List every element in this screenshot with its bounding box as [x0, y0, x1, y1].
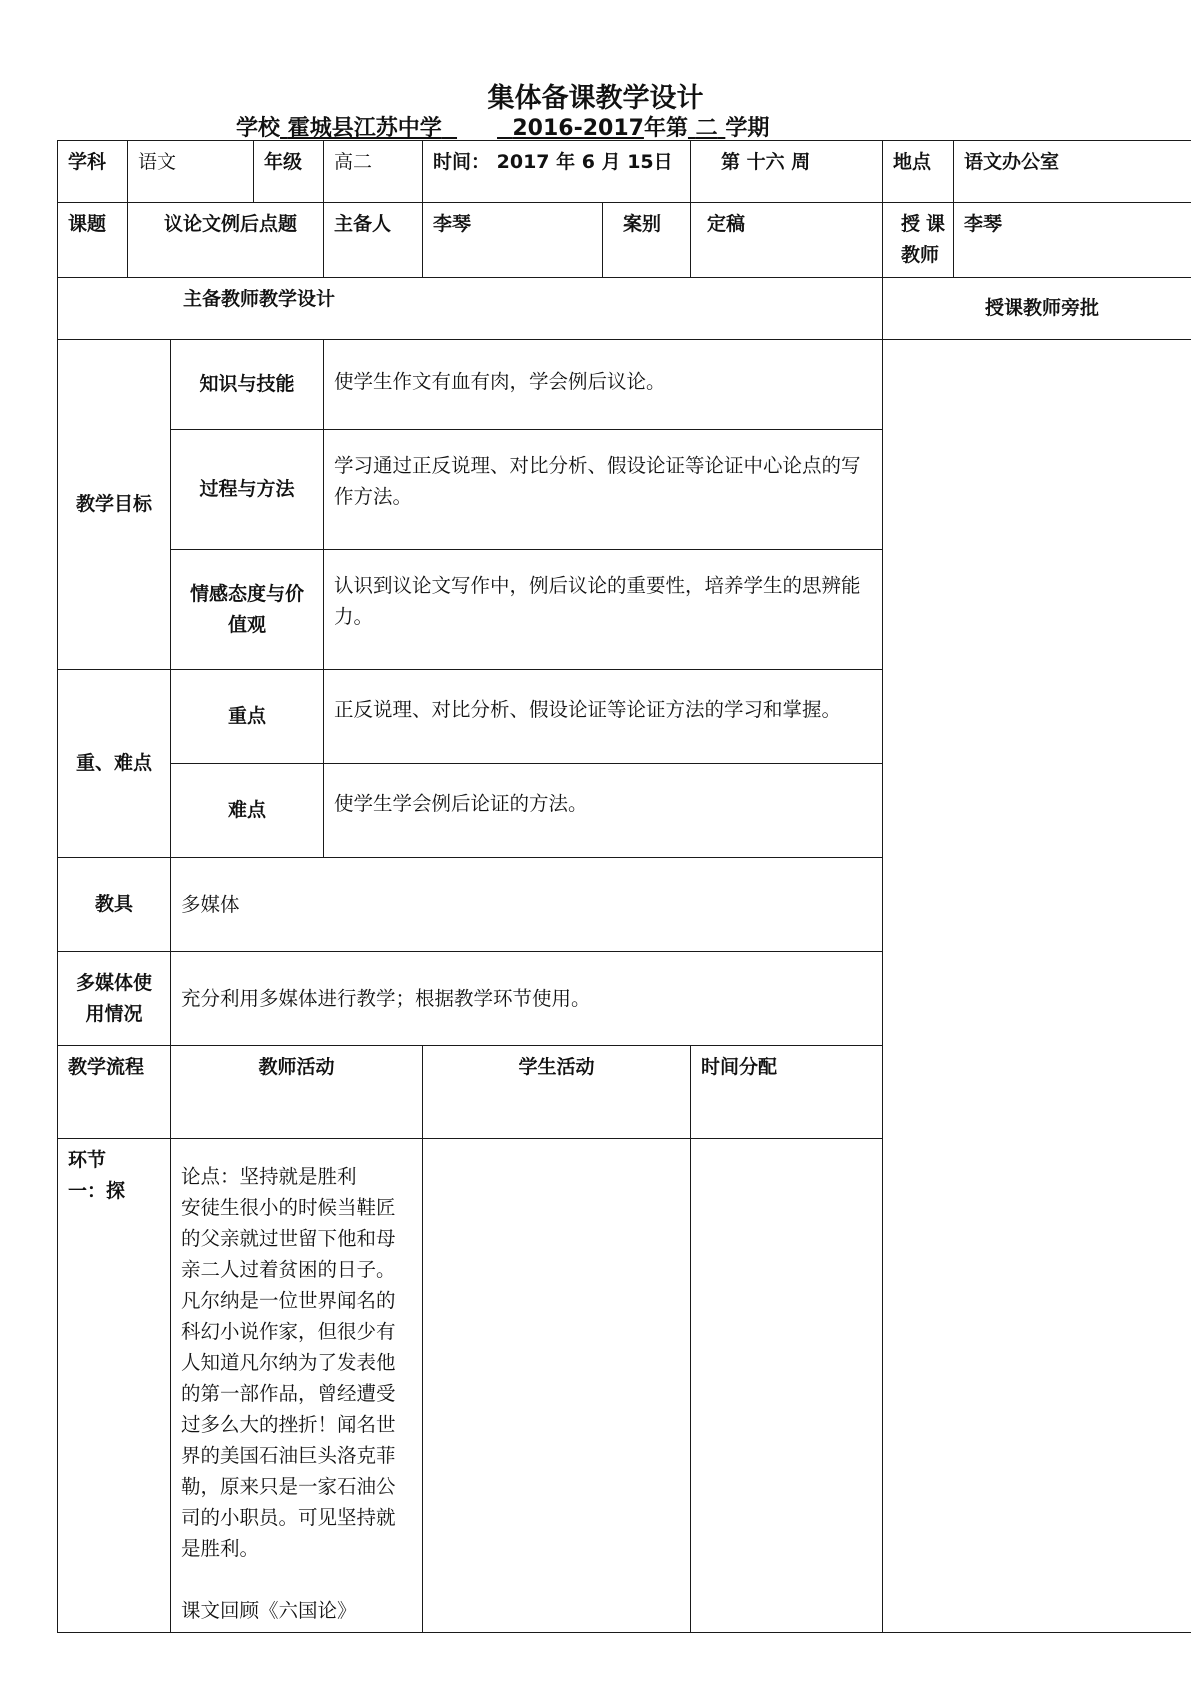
multimedia-label: 多媒体使用情况 — [58, 952, 171, 1046]
tools-value: 多媒体 — [171, 858, 883, 952]
subject-label: 学科 — [58, 141, 128, 203]
document-subtitle — [236, 111, 769, 142]
term-suffix: 学期 — [725, 116, 770, 141]
step-one-time-allocation — [691, 1139, 883, 1633]
design-notes-label: 授课教师旁批 — [883, 278, 1191, 340]
case-value: 定稿 — [691, 203, 883, 278]
header-row — [58, 141, 1191, 203]
grade-value: 高二 — [324, 141, 423, 203]
objective-label: 知识与技能 — [171, 340, 324, 430]
school-year: 2016-2017 — [512, 116, 644, 141]
objective-row-knowledge — [58, 340, 1191, 430]
teacher-notes-column — [883, 340, 1191, 1633]
key-point-label: 重点 — [171, 670, 324, 764]
teacher-activity-label: 教师活动 — [171, 1046, 423, 1139]
difficult-point-text: 使学生学会例后论证的方法。 — [324, 764, 883, 858]
topic-value: 议论文例后点题 — [128, 203, 324, 278]
preparer-label: 主备人 — [324, 203, 423, 278]
term-number: 二 — [695, 116, 718, 141]
design-main-label: 主备教师教学设计 — [58, 278, 883, 340]
objective-text: 学习通过正反说理、对比分析、假设论证等论证中心论点的写作方法。 — [324, 430, 883, 550]
lesson-plan-table — [57, 140, 1191, 1633]
time-allocation-label: 时间分配 — [691, 1046, 883, 1139]
student-activity-label: 学生活动 — [423, 1046, 691, 1139]
multimedia-value: 充分利用多媒体进行教学；根据教学环节使用。 — [171, 952, 883, 1046]
topic-label: 课题 — [58, 203, 128, 278]
year-suffix: 年第 — [643, 116, 688, 141]
objective-label: 情感态度与价值观 — [171, 550, 324, 670]
case-label: 案别 — [603, 203, 691, 278]
step-one-teacher-activity: 论点：坚持就是胜利 安徒生很小的时候当鞋匠的父亲就过世留下他和母亲二人过着贫困的日子。凡尔纳是一位世界闻名的科幻小说作家，但很少有人知道凡尔纳为了发表他的第一部作品，曾经遭受过多么大的挫折！闻名世界的美国石油巨头洛克菲勒，原来只是一家石油公司的小职员。可见坚持就是胜利。 课文回顾《六国论》 — [171, 1139, 423, 1633]
grade-label: 年级 — [254, 141, 324, 203]
objective-label: 过程与方法 — [171, 430, 324, 550]
flow-label: 教学流程 — [58, 1046, 171, 1139]
objectives-section-label: 教学目标 — [58, 340, 171, 670]
teacher-label: 授课教师 — [883, 203, 954, 278]
step-one-label: 环节一：探 — [58, 1139, 171, 1633]
subject-value: 语文 — [128, 141, 254, 203]
key-point-text: 正反说理、对比分析、假设论证等论证方法的学习和掌握。 — [324, 670, 883, 764]
design-header-row — [58, 278, 1191, 340]
place-value: 语文办公室 — [954, 141, 1191, 203]
school-label: 学校 — [236, 116, 281, 141]
week-text: 第 十六 周 — [691, 141, 883, 203]
objective-text: 使学生作文有血有肉，学会例后议论。 — [324, 340, 883, 430]
preparer-value: 李琴 — [423, 203, 603, 278]
document-title: 集体备课教学设计 — [487, 83, 704, 114]
difficult-point-label: 难点 — [171, 764, 324, 858]
topic-row — [58, 203, 1191, 278]
step-one-student-activity — [423, 1139, 691, 1633]
school-name: 霍城县江苏中学 — [287, 116, 442, 141]
lesson-plan-table-wrapper — [57, 140, 1191, 1633]
place-label: 地点 — [883, 141, 954, 203]
tools-label: 教具 — [58, 858, 171, 952]
key-points-section-label: 重、难点 — [58, 670, 171, 858]
objective-text: 认识到议论文写作中，例后议论的重要性，培养学生的思辨能力。 — [324, 550, 883, 670]
teacher-value: 李琴 — [954, 203, 1191, 278]
time-text: 时间： 2017 年 6 月 15日 — [423, 141, 691, 203]
